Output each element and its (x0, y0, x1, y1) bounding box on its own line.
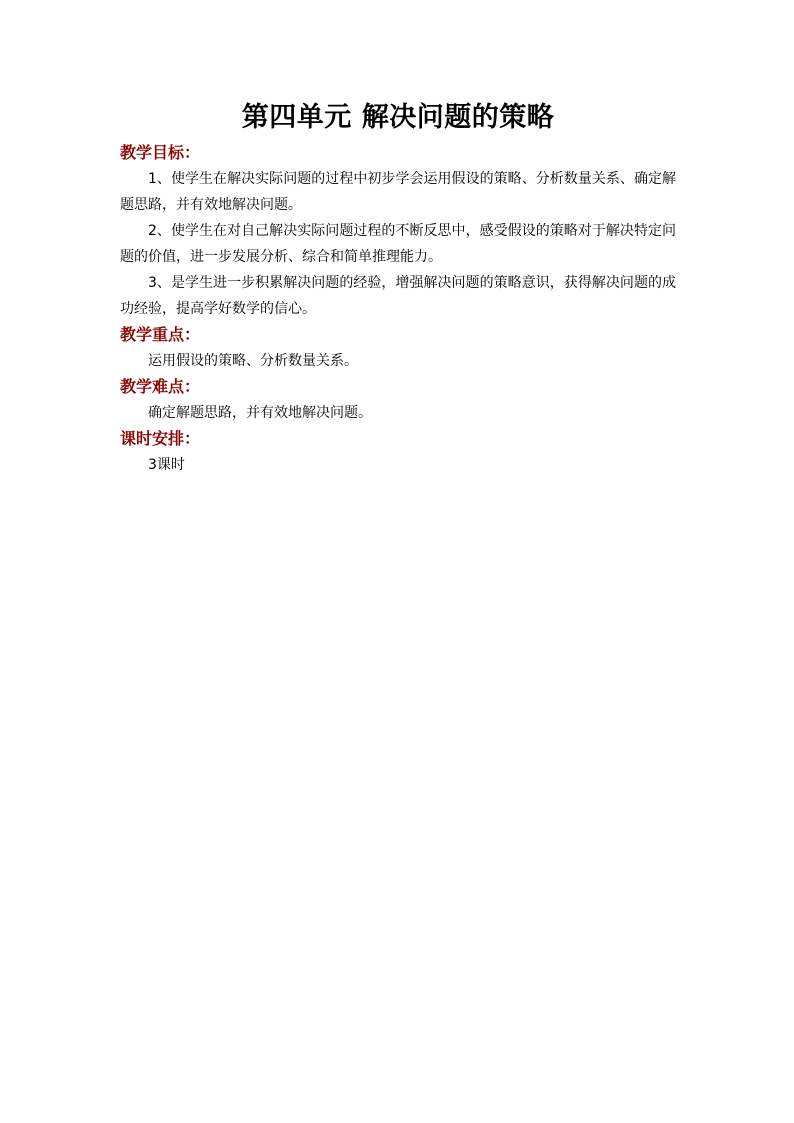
objective-item-3: 3、是学生进一步积累解决问题的经验，增强解决问题的策略意识，获得解决问题的成功经验，提高学好数学的信心。 (120, 275, 676, 317)
objective-item-2: 2、使学生在对自己解决实际问题过程的不断反思中，感受假设的策略对于解决特定问题的价值，进一步发展分析、综合和简单推理能力。 (120, 223, 676, 265)
section-schedule (120, 426, 676, 478)
schedule-text: 3课时 (148, 457, 185, 473)
difficulties-text: 确定解题思路，并有效地解决问题。 (148, 405, 372, 421)
key-points-text: 运用假设的策略、分析数量关系。 (148, 353, 358, 369)
document-page (120, 98, 676, 478)
objective-item-1: 1、使学生在解决实际问题的过程中初步学会运用假设的策略、分析数量关系、确定解题思路，并有效地解决问题。 (120, 171, 676, 213)
objectives-heading: 教学目标： (120, 143, 201, 162)
section-difficulties (120, 374, 676, 426)
difficulties-heading: 教学难点： (120, 377, 201, 396)
key-points-heading: 教学重点： (120, 325, 201, 344)
schedule-heading: 课时安排： (120, 429, 201, 448)
section-key-points (120, 322, 676, 374)
document-title: 第四单元 解决问题的策略 (241, 102, 555, 133)
section-objectives (120, 140, 676, 322)
